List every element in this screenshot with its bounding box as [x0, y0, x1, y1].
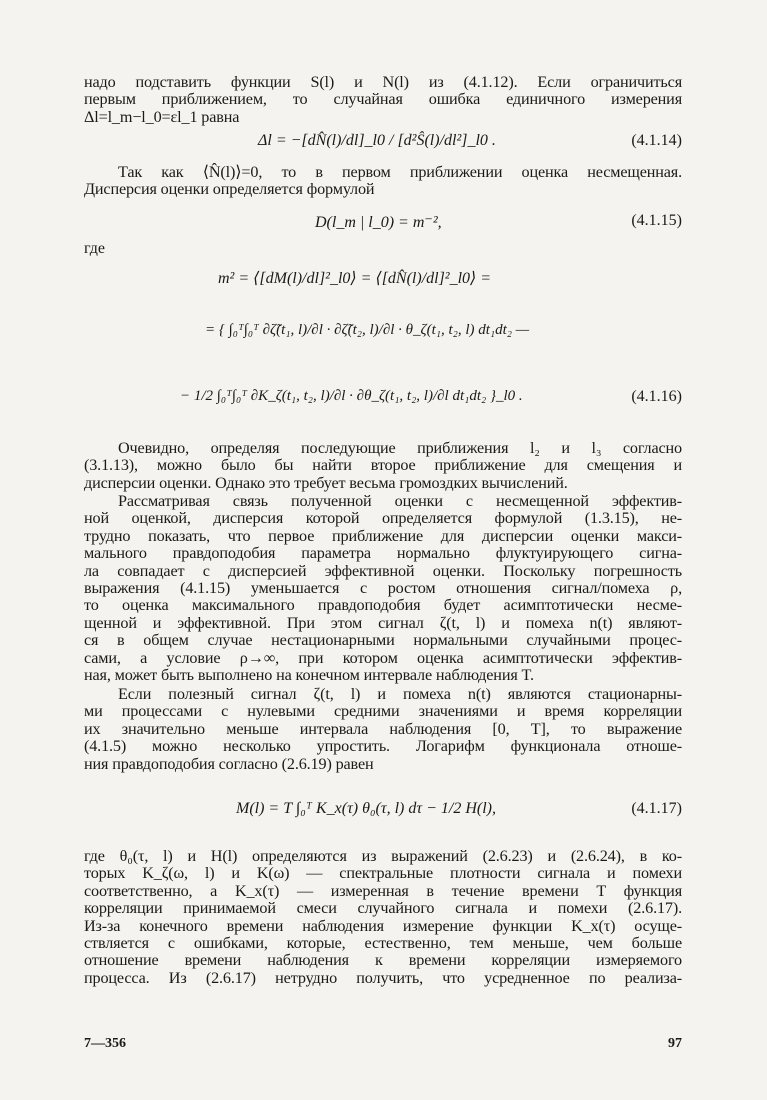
- paragraph-intro: [84, 74, 682, 126]
- paragraph-approximations: [84, 440, 682, 492]
- text-line: процесса. Из (2.6.17) нетрудно получить, что усредненное по реализа-: [84, 968, 682, 987]
- text-line: трудно показать, что первое приближение для дисперсии оценки макси-: [84, 526, 682, 545]
- text-line: Так как ⟨N̂(l)⟩=0, то в первом приближении оценка несмещенная.: [118, 163, 682, 181]
- equation-text: Δl = −[dN̂(l)/dl]_l0 / [d²Ŝ(l)/dl²]_l0 .: [258, 132, 496, 149]
- text-line: (3.1.13), можно было бы найти второе приближение для смещения и: [84, 456, 682, 475]
- where-label: где: [84, 240, 106, 257]
- text-line: (4.1.5) можно несколько упростить. Логарифм функционала отноше-: [84, 737, 682, 756]
- text-line: ми процессами с нулевыми средними значениями и время корреляции: [84, 702, 682, 721]
- text-line: выражения (4.1.15) уменьшается с ростом отношения сигнал/помеха ρ,: [84, 579, 682, 598]
- text-line: щенной и эффективной. При этом сигнал ζ(t, l) и помеха n(t) являют-: [84, 613, 682, 632]
- equation-4-1-17: [236, 800, 496, 818]
- text-line: Дисперсия оценки определяется формулой: [84, 180, 375, 199]
- text-line: Если полезный сигнал ζ(t, l) и помеха n(t) являются стационарны-: [118, 685, 682, 703]
- equation-4-1-16-line1: [218, 268, 491, 288]
- equation-4-1-15: [315, 212, 442, 232]
- equation-text: − 1/2 ∫₀ᵀ∫₀ᵀ ∂K_ζ(t₁, t₂, l)/∂l · ∂θ_ζ(t₁, t₂, l)/∂l dt₁dt₂ }_l0 .: [180, 388, 523, 404]
- text-line: Из-за конечного времени наблюдения измерение функции K_x(τ) осуще-: [84, 916, 682, 935]
- text-line: где θ₀(τ, l) и H(l) определяются из выражений (2.6.23) и (2.6.24), в ко-: [84, 847, 682, 865]
- equation-number: (4.1.14): [631, 132, 682, 149]
- equation-text: M(l) = T ∫₀ᵀ K_x(τ) θ₀(τ, l) dτ − 1/2 H(l),: [236, 800, 496, 817]
- text-line: Δl=l_m−l_0=εl_1 равна: [84, 107, 240, 126]
- page-number: 97: [668, 1036, 682, 1051]
- equation-number: (4.1.15): [631, 212, 682, 229]
- equation-4-1-16-line3: [180, 388, 523, 405]
- equation-4-1-16-line2: [205, 322, 529, 339]
- text-line: ной оценкой, дисперсия которой определяется формулой (1.3.15), не-: [84, 509, 682, 528]
- signature-mark: 7—356: [84, 1036, 126, 1051]
- text-line: ла совпадает с дисперсией эффективной оценки. Поскольку погрешность: [84, 561, 682, 580]
- paragraph-unbiased: [84, 164, 682, 199]
- text-line: дисперсии оценки. Однако это требует весьма громоздких вычислений.: [84, 473, 568, 492]
- text-line: ная, может быть выполнено на конечном интервале наблюдения T.: [84, 666, 534, 685]
- text-line: отношение времени наблюдения к времени корреляции измеряемого: [84, 951, 682, 970]
- text-line: Очевидно, определяя последующие приближения l₂ и l₃ согласно: [118, 439, 682, 457]
- text-line: Рассматривая связь полученной оценки с несмещенной эффектив-: [118, 492, 682, 510]
- text-line: корреляции принимаемой смеси случайного сигнала и помехи (2.6.17).: [84, 899, 682, 918]
- equation-4-1-14: [258, 132, 496, 150]
- paragraph-stationary: [84, 686, 682, 773]
- text-line: то оценка максимального правдоподобия будет асимптотически несме-: [84, 596, 682, 615]
- equation-number: (4.1.17): [631, 800, 682, 817]
- equation-text: m² = ⟨[dM(l)/dl]²_l0⟩ = ⟨[dN̂(l)/dl]²_l0⟩ =: [218, 270, 492, 287]
- equation-number: (4.1.16): [631, 388, 682, 405]
- text-line: мального правдоподобия параметра нормально флуктуирующего сигна-: [84, 544, 682, 563]
- paragraph-efficiency: [84, 493, 682, 684]
- text-line: сами, а условие ρ→∞, при котором оценка асимптотически эффектив-: [84, 648, 682, 667]
- text-line: первым приближением, то случайная ошибка единичного измерения: [84, 90, 682, 109]
- text-line: надо подставить функции S(l) и N(l) из (4.1.12). Если ограничиться: [84, 73, 682, 91]
- text-line: ствляется с ошибками, которые, естественно, тем меньше, чем больше: [84, 934, 682, 953]
- paragraph-definitions: [84, 848, 682, 987]
- equation-text: = { ∫₀ᵀ∫₀ᵀ ∂ζ̃(t₁, l)/∂l · ∂ζ̃(t₂, l)/∂l · θ_ζ(t₁, t₂, l) dt₁dt₂ —: [205, 322, 530, 338]
- text-line: их значительно меньше интервала наблюдения [0, T], то выражение: [84, 719, 682, 738]
- text-line: торых K_ζ(ω, l) и K(ω) — спектральные плотности сигнала и помехи: [84, 864, 682, 883]
- text-line: ния правдоподобия согласно (2.6.19) равен: [84, 754, 374, 773]
- text-line: соответственно, а K_x(τ) — измеренная в течение времени T функция: [84, 881, 682, 900]
- equation-text: D(l_m | l_0) = m⁻²,: [315, 214, 442, 231]
- text-line: ся в общем случае нестационарными нормальными случайными процес-: [84, 631, 682, 650]
